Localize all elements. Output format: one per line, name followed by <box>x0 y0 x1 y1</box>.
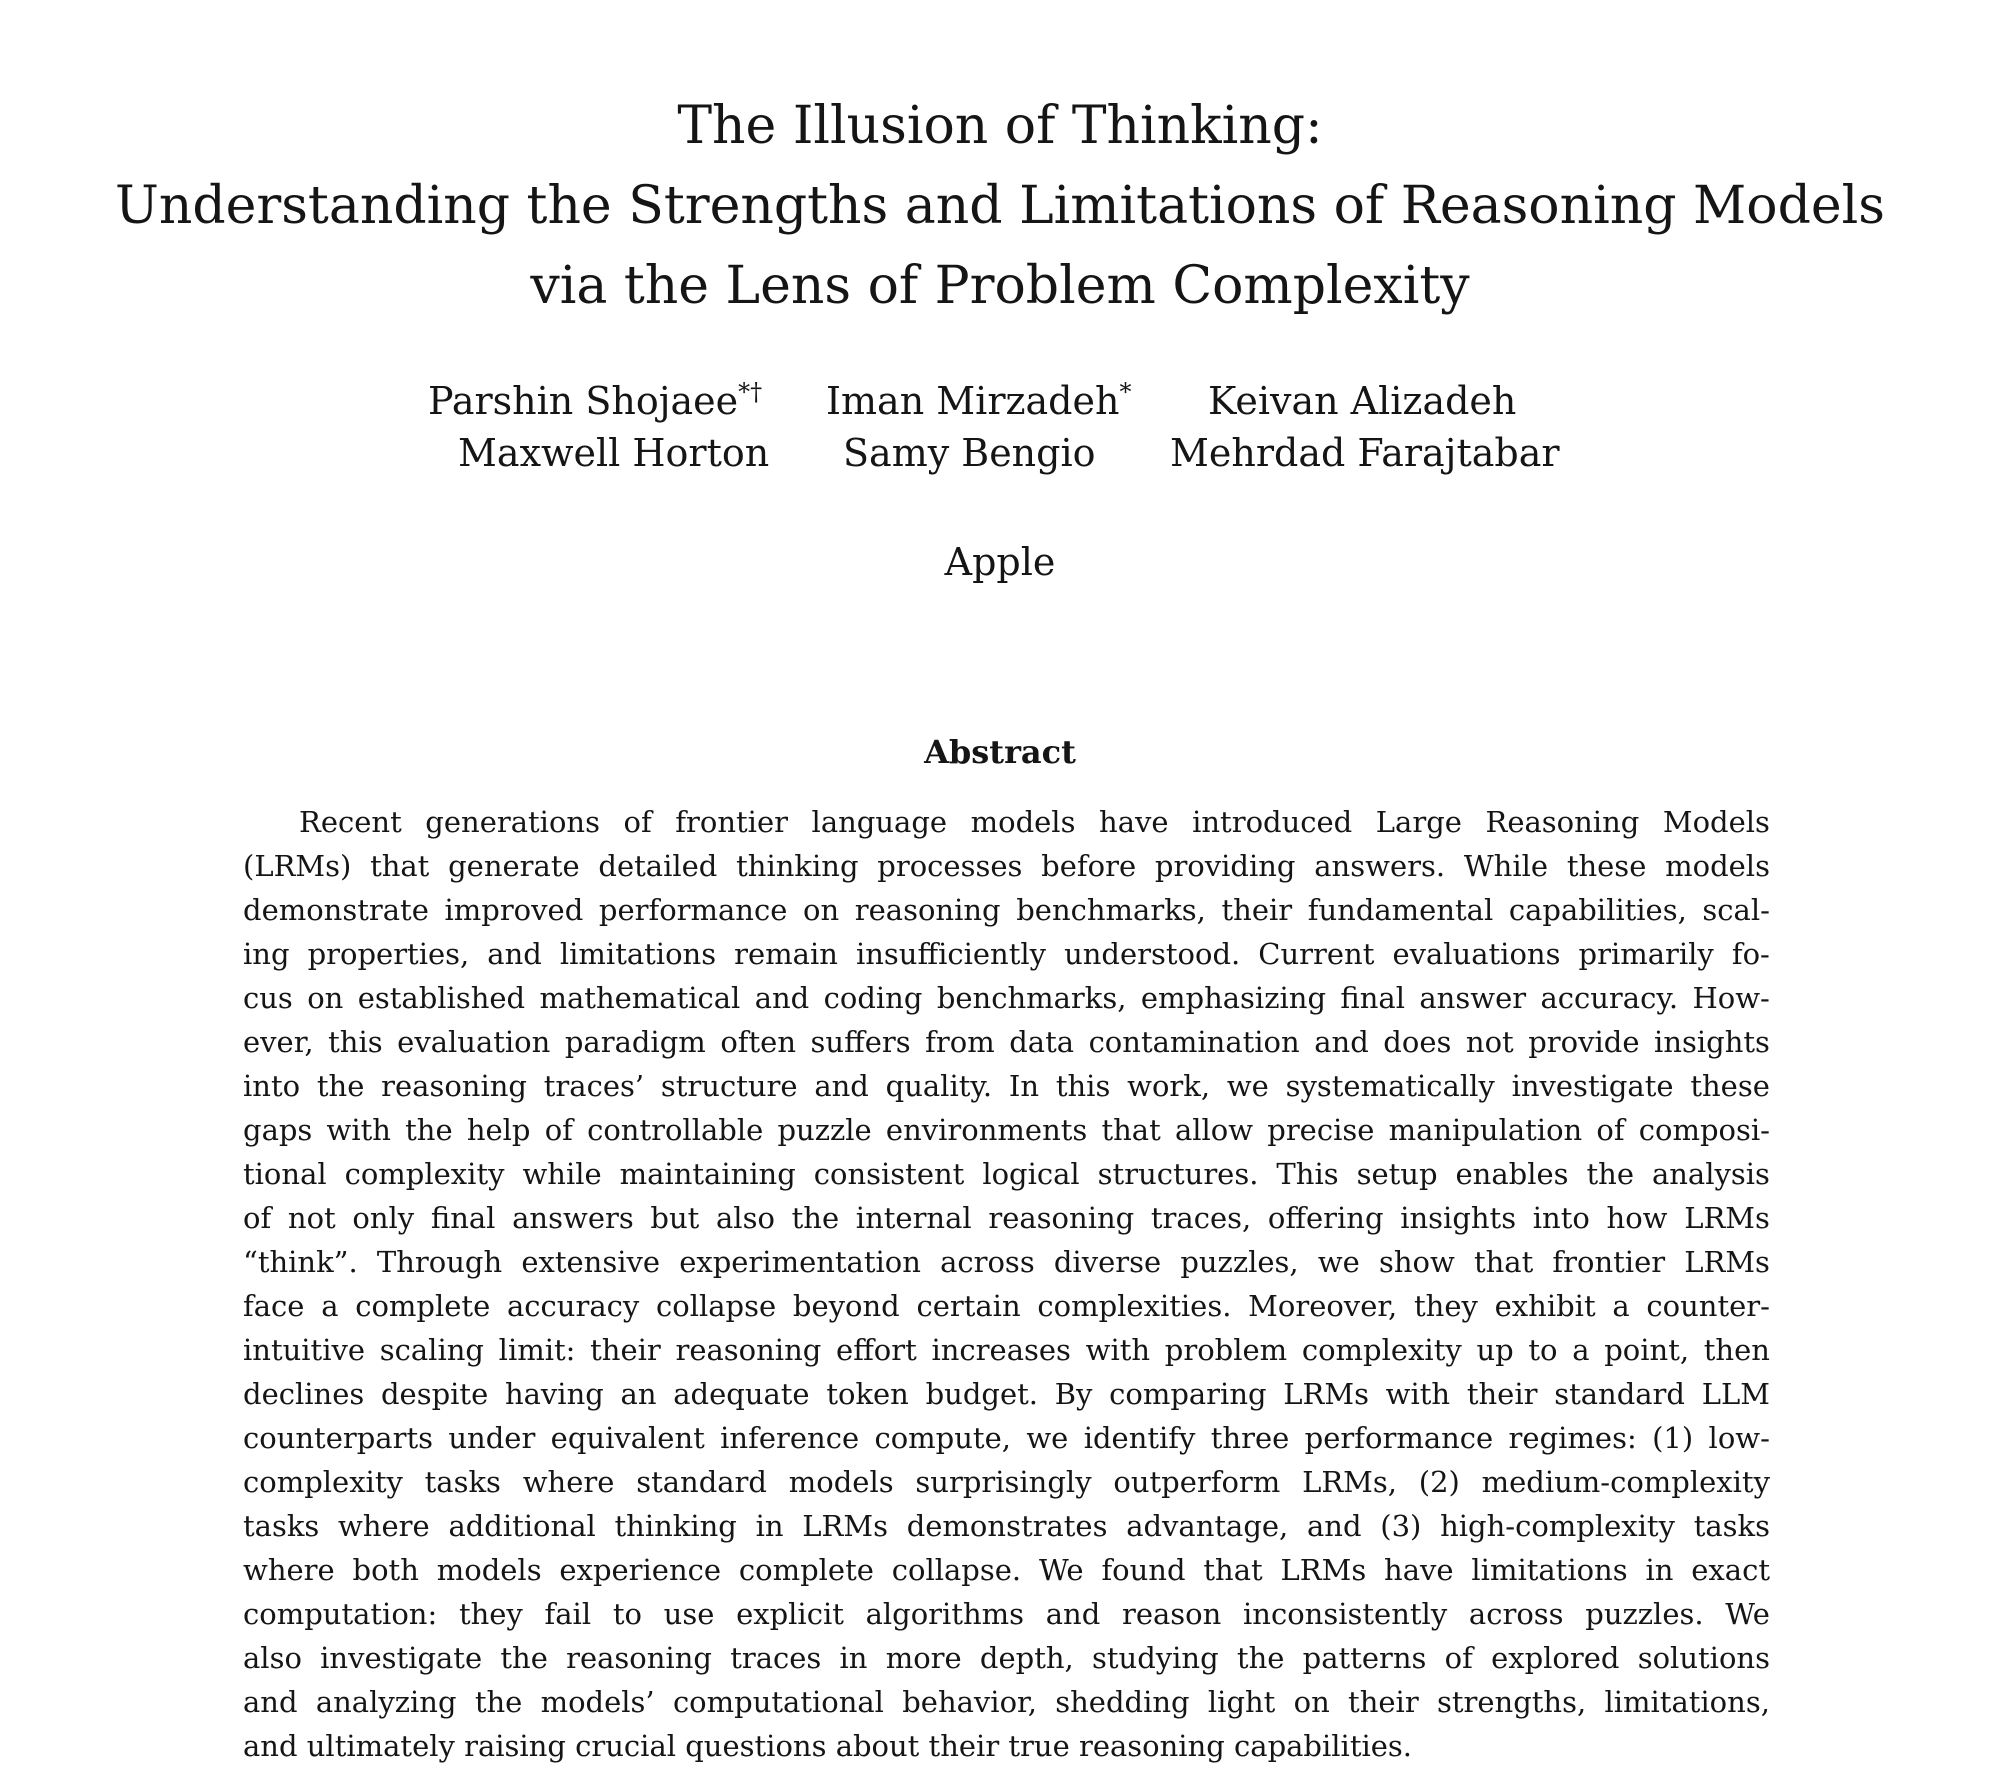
author-name: Maxwell Horton <box>458 431 770 475</box>
abstract-line: complexity tasks where standard models surprisingly outperform LRMs, (2) medium-complexity <box>243 1465 1770 1499</box>
abstract-line: and ultimately raising crucial questions about their true reasoning capabilities. <box>243 1729 1413 1763</box>
abstract-line: computation: they fail to use explicit algorithms and reason inconsistently across puzzles. We <box>243 1597 1770 1631</box>
title-line-2: Understanding the Strengths and Limitations of Reasoning Models <box>115 176 1885 236</box>
abstract-line: Recent generations of frontier language models have introduced Large Reasoning Models <box>299 805 1770 839</box>
author-name: Keivan Alizadeh <box>1208 379 1517 423</box>
author-keivan-alizadeh <box>1208 375 1516 427</box>
abstract-line: counterparts under equivalent inference compute, we identify three performance regimes: (1) low- <box>243 1421 1770 1455</box>
abstract-line: demonstrate improved performance on reasoning benchmarks, their fundamental capabilities, scal- <box>243 893 1770 927</box>
author-mehrdad-farajtabar <box>1170 427 1560 479</box>
abstract-line: tasks where additional thinking in LRMs demonstrates advantage, and (3) high-complexity tasks <box>243 1509 1770 1543</box>
author-samy-bengio <box>843 427 1096 479</box>
author-name: Iman Mirzadeh <box>826 379 1120 423</box>
author-maxwell-horton <box>458 427 769 479</box>
title-line-1: The Illusion of Thinking: <box>677 96 1323 156</box>
abstract-line: cus on established mathematical and coding benchmarks, emphasizing final answer accuracy. How- <box>243 981 1770 1015</box>
abstract-line: into the reasoning traces’ structure and quality. In this work, we systematically investigate these <box>243 1069 1770 1103</box>
abstract-line: and analyzing the models’ computational behavior, shedding light on their strengths, limitations, <box>243 1685 1770 1719</box>
affiliation: Apple <box>944 540 1056 584</box>
abstract-line: of not only final answers but also the internal reasoning traces, offering insights into how LRMs <box>243 1201 1770 1235</box>
abstract-line: intuitive scaling limit: their reasoning effort increases with problem complexity up to a point, then <box>243 1333 1770 1367</box>
author-name: Parshin Shojaee <box>428 379 739 423</box>
abstract-line: also investigate the reasoning traces in more depth, studying the patterns of explored solutions <box>243 1641 1770 1675</box>
abstract-line: where both models experience complete collapse. We found that LRMs have limitations in exact <box>243 1553 1770 1587</box>
author-iman-mirzadeh <box>826 375 1131 427</box>
author-parshin-shojaee <box>428 375 762 427</box>
abstract-body <box>243 800 1770 1768</box>
abstract-line: ing properties, and limitations remain insufficiently understood. Current evaluations primarily fo- <box>243 937 1770 971</box>
author-marks: *† <box>738 378 763 406</box>
abstract-line: declines despite having an adequate token budget. By comparing LRMs with their standard LLM <box>243 1377 1770 1411</box>
author-name: Samy Bengio <box>843 431 1096 475</box>
abstract-line: gaps with the help of controllable puzzle environments that allow precise manipulation of composi- <box>243 1113 1770 1147</box>
author-name: Mehrdad Farajtabar <box>1170 431 1560 475</box>
abstract-line: tional complexity while maintaining consistent logical structures. This setup enables the analysis <box>243 1157 1770 1191</box>
abstract-heading: Abstract <box>924 733 1076 771</box>
abstract-line: “think”. Through extensive experimentation across diverse puzzles, we show that frontier LRMs <box>243 1245 1770 1279</box>
abstract-line: (LRMs) that generate detailed thinking processes before providing answers. While these models <box>243 849 1770 883</box>
paper-title <box>0 86 2000 326</box>
title-line-3: via the Lens of Problem Complexity <box>530 256 1470 316</box>
abstract-line: ever, this evaluation paradigm often suffers from data contamination and does not provide insights <box>243 1025 1770 1059</box>
author-marks: * <box>1119 378 1132 406</box>
abstract-line: face a complete accuracy collapse beyond certain complexities. Moreover, they exhibit a counter- <box>243 1289 1770 1323</box>
